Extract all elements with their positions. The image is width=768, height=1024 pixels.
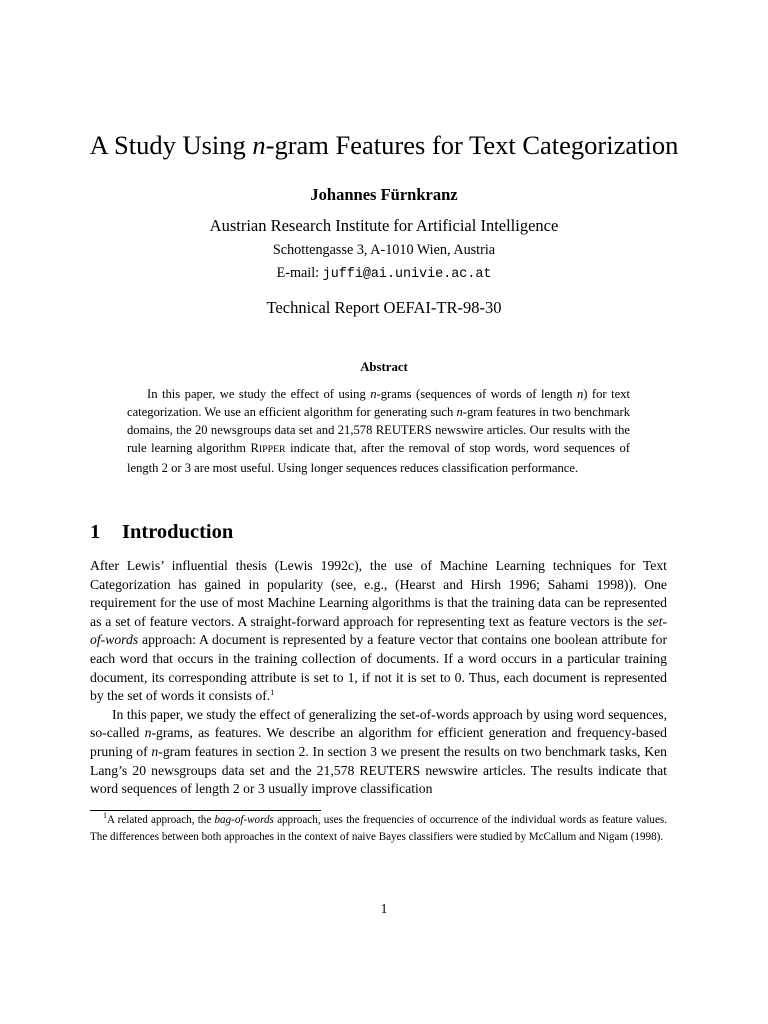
ripper-name: R bbox=[250, 441, 259, 455]
abstract-text: indicate that, after the removal of stop words, word sequences of length 2 or 3 are most useful. Using longer sequences reduces classification performance. bbox=[127, 441, 630, 475]
body-text: In this paper, we study the effect of generalizing the set-of-words approach by using word sequences, so-called bbox=[90, 706, 667, 741]
page-number: 1 bbox=[380, 901, 388, 916]
title-n-variable: n bbox=[252, 130, 266, 160]
abstract-text: ) for text categorization. We use an efficient algorithm for generating such bbox=[127, 387, 630, 419]
ripper-name: IPPER bbox=[258, 444, 286, 455]
email-line bbox=[0, 263, 768, 285]
body-text: approach: A document is represented by a feature vector that contains one boolean attribute for each word that occurs in the training collection of documents. If a word occurs in a particular training document, its corresponding attribute is set to 1, if not it is set to 0. Thus, each document is represented by the set of words it consists of. bbox=[90, 632, 667, 704]
abstract-heading: Abstract bbox=[360, 360, 408, 374]
footnote-marker: 1 bbox=[103, 811, 107, 820]
title-part: -gram Features for Text Categorization bbox=[265, 130, 679, 160]
abstract-text: -gram features in two benchmark domains, the 20 newsgroups data set and 21,578 REUTERS newswire articles. Our results with the rule learning algorithm bbox=[127, 405, 630, 455]
footnote bbox=[90, 812, 667, 845]
address: Schottengasse 3, A-1010 Wien, Austria bbox=[272, 242, 496, 258]
n-variable: n bbox=[456, 405, 463, 419]
abstract-text: In this paper, we study the effect of using bbox=[147, 387, 371, 401]
footnote-divider bbox=[90, 810, 321, 811]
abstract-paragraph bbox=[127, 385, 630, 477]
section-heading bbox=[90, 518, 233, 546]
body-text: After Lewis’ influential thesis (Lewis 1992c), the use of Machine Learning techniques for Text Categorization has gained in popularity (see, e.g., (Hearst and Hirsh 1996; Sahami 1998)). One requirement for the use of most Machine Learning algorithms is that the training data can be represented as a set of feature vectors. A straight-forward approach for representing text as feature vectors is the bbox=[90, 558, 667, 629]
body-text: -grams, as features. We describe an algorithm for efficient generation and frequency-based pruning of bbox=[90, 725, 668, 759]
footnote-paragraph bbox=[90, 812, 667, 845]
intro-paragraph-1 bbox=[90, 557, 667, 706]
report-number: Technical Report OEFAI-TR-98-30 bbox=[266, 298, 502, 317]
section-number: 1 bbox=[90, 521, 101, 543]
emphasis: bag-of-words bbox=[214, 814, 274, 826]
n-variable: n bbox=[144, 725, 152, 741]
emphasis: set-of-words bbox=[90, 613, 667, 648]
footnote-text: approach, uses the frequencies of occurrence of the individual words as feature values. The differences between both approaches in the context of naive Bayes classifiers were studied by McCallum and Nigam (1998). bbox=[90, 814, 667, 843]
intro-paragraph-2 bbox=[90, 706, 667, 799]
n-variable: n bbox=[576, 387, 584, 401]
footnote-ref[interactable]: 1 bbox=[270, 688, 275, 698]
footnote-text: A related approach, the bbox=[107, 814, 215, 826]
section-title: Introduction bbox=[122, 521, 234, 543]
n-variable: n bbox=[370, 387, 377, 401]
affiliation: Austrian Research Institute for Artificial Intelligence bbox=[209, 216, 559, 235]
abstract-body bbox=[127, 385, 630, 477]
abstract-text: -grams (sequences of words of length bbox=[376, 387, 577, 401]
paper-title bbox=[0, 128, 768, 162]
intro-body bbox=[90, 557, 667, 799]
body-text: -gram features in section 2. In section 3 we present the results on two benchmark tasks, Ken Lang’s 20 newsgroups data set and the 21,578 REUTERS newswire articles. The results indicate that word sequences of length 2 or 3 usually improve classification bbox=[90, 743, 667, 797]
title-part: A Study Using bbox=[89, 130, 253, 160]
n-variable: n bbox=[151, 743, 159, 759]
email-label: E-mail: bbox=[276, 265, 323, 281]
author-name: Johannes Fürnkranz bbox=[310, 185, 458, 204]
email-address: juffi@ai.univie.ac.at bbox=[322, 267, 492, 282]
